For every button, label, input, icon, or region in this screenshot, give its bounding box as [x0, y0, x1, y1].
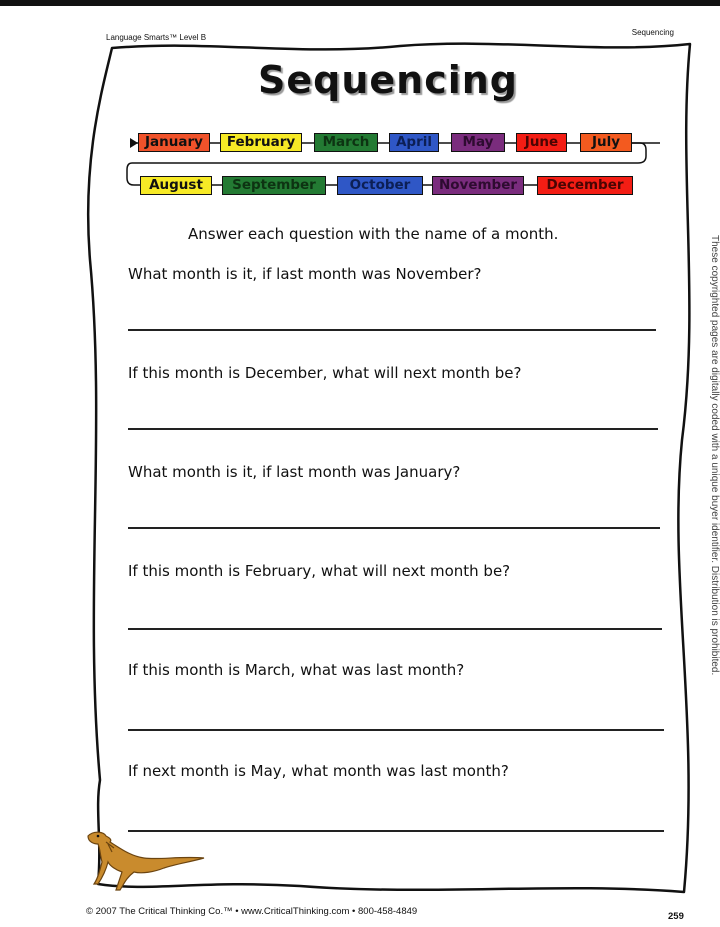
dinosaur-icon: [80, 826, 210, 896]
start-arrow-icon: [130, 138, 138, 148]
month-box-july: July: [580, 133, 632, 152]
answer-line-3[interactable]: [128, 527, 660, 529]
month-box-september: September: [222, 176, 326, 195]
question-3: What month is it, if last month was January?: [128, 463, 461, 481]
question-6: If next month is May, what month was last month?: [128, 762, 509, 780]
month-box-august: August: [140, 176, 212, 195]
question-2: If this month is December, what will next month be?: [128, 364, 522, 382]
answer-line-1[interactable]: [128, 329, 656, 331]
instruction-text: Answer each question with the name of a month.: [188, 225, 559, 243]
month-box-december: December: [537, 176, 633, 195]
answer-line-2[interactable]: [128, 428, 658, 430]
month-box-november: November: [432, 176, 524, 195]
question-1: What month is it, if last month was November?: [128, 265, 482, 283]
page-number: 259: [668, 911, 684, 922]
month-box-may: May: [451, 133, 505, 152]
question-4: If this month is February, what will next month be?: [128, 562, 511, 580]
footer-copyright: © 2007 The Critical Thinking Co.™ • www.CriticalThinking.com • 800-458-4849: [86, 906, 418, 917]
page-title: Sequencing: [257, 58, 519, 102]
month-box-june: June: [516, 133, 567, 152]
month-box-january: January: [138, 133, 210, 152]
answer-line-5[interactable]: [128, 729, 664, 731]
month-box-april: April: [389, 133, 439, 152]
section-label: Sequencing: [631, 28, 674, 37]
month-box-march: March: [314, 133, 378, 152]
copyright-side-note: These copyrighted pages are digitally coded with a unique buyer identifier. Distribution is prohibited.: [709, 235, 720, 676]
question-5: If this month is March, what was last month?: [128, 661, 465, 679]
month-box-february: February: [220, 133, 302, 152]
answer-line-4[interactable]: [128, 628, 662, 630]
month-box-october: October: [337, 176, 423, 195]
series-label: Language Smarts™ Level B: [106, 33, 207, 42]
